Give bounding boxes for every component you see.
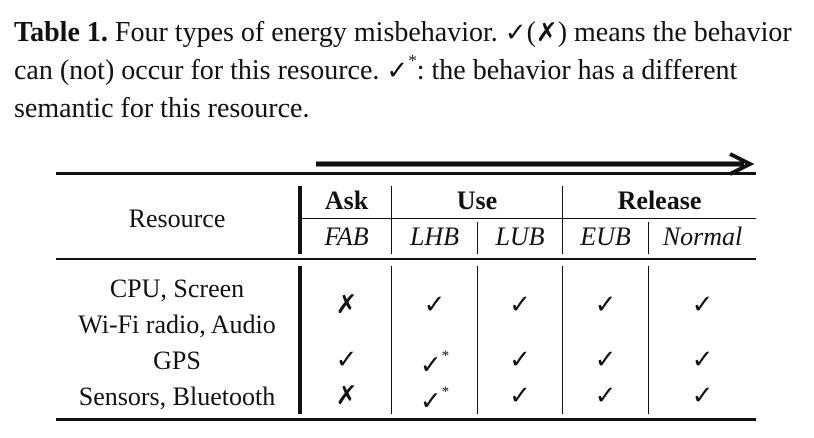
resource-header: Resource	[128, 204, 226, 233]
caption-text-2: means the behavior can (not) occur for this resource.	[14, 17, 792, 86]
group-header-release: Release	[617, 186, 702, 215]
check-mark-icon: ✓	[691, 290, 714, 320]
resource-cell: GPS	[153, 346, 201, 375]
caption-label: Table 1.	[14, 17, 108, 48]
caption-star: *	[408, 50, 417, 70]
check-mark-icon: ✓	[594, 345, 617, 375]
check-mark-icon: ✓	[594, 381, 617, 411]
resource-cell: Wi-Fi radio, Audio	[78, 310, 276, 339]
table-bottom-rule	[56, 418, 756, 421]
subheader-eub: EUB	[580, 222, 631, 251]
check-mark-icon: ✓	[594, 290, 617, 320]
table-top-rule	[56, 172, 756, 175]
subheader-normal: Normal	[662, 222, 743, 251]
table-header-rule	[56, 258, 756, 260]
check-mark-star-icon: ✓*	[419, 384, 450, 417]
check-mark-icon: ✓	[509, 345, 531, 375]
caption-text-3: : the behavior has a different semantic for this resource.	[14, 55, 738, 124]
cross-mark-icon: ✗	[335, 381, 358, 411]
cross-mark-icon: ✗	[335, 290, 358, 320]
subheader-fab: FAB	[324, 222, 369, 251]
check-mark-icon: ✓	[509, 290, 531, 320]
group-header-use: Use	[456, 186, 498, 215]
group-header-ask: Ask	[324, 186, 369, 215]
check-mark-icon: ✓	[509, 381, 531, 411]
caption-text-1: Four types of energy misbehavior.	[114, 17, 498, 48]
check-mark-star-icon: ✓*	[419, 348, 450, 381]
check-mark-icon: ✓	[504, 18, 527, 48]
table-caption: Table 1. Four types of energy misbehavior. ✓(✗) means the behavior can (not) occur for this resource. ✓*: the behavior has a different semantic for this resource.	[14, 17, 792, 124]
cross-mark-icon: ✗	[535, 18, 558, 48]
check-mark-icon: ✓	[335, 345, 358, 375]
resource-cell: Sensors, Bluetooth	[78, 382, 276, 411]
subheader-lub: LUB	[495, 222, 545, 251]
check-mark-icon: ✓	[423, 290, 446, 320]
check-mark-icon: ✓	[691, 345, 714, 375]
check-mark-icon: ✓	[691, 381, 714, 411]
check-mark-star-icon: ✓	[386, 56, 409, 86]
table-subheader-rule	[300, 218, 756, 219]
resource-cell: CPU, Screen	[109, 274, 245, 303]
subheader-lhb: LHB	[409, 222, 460, 251]
